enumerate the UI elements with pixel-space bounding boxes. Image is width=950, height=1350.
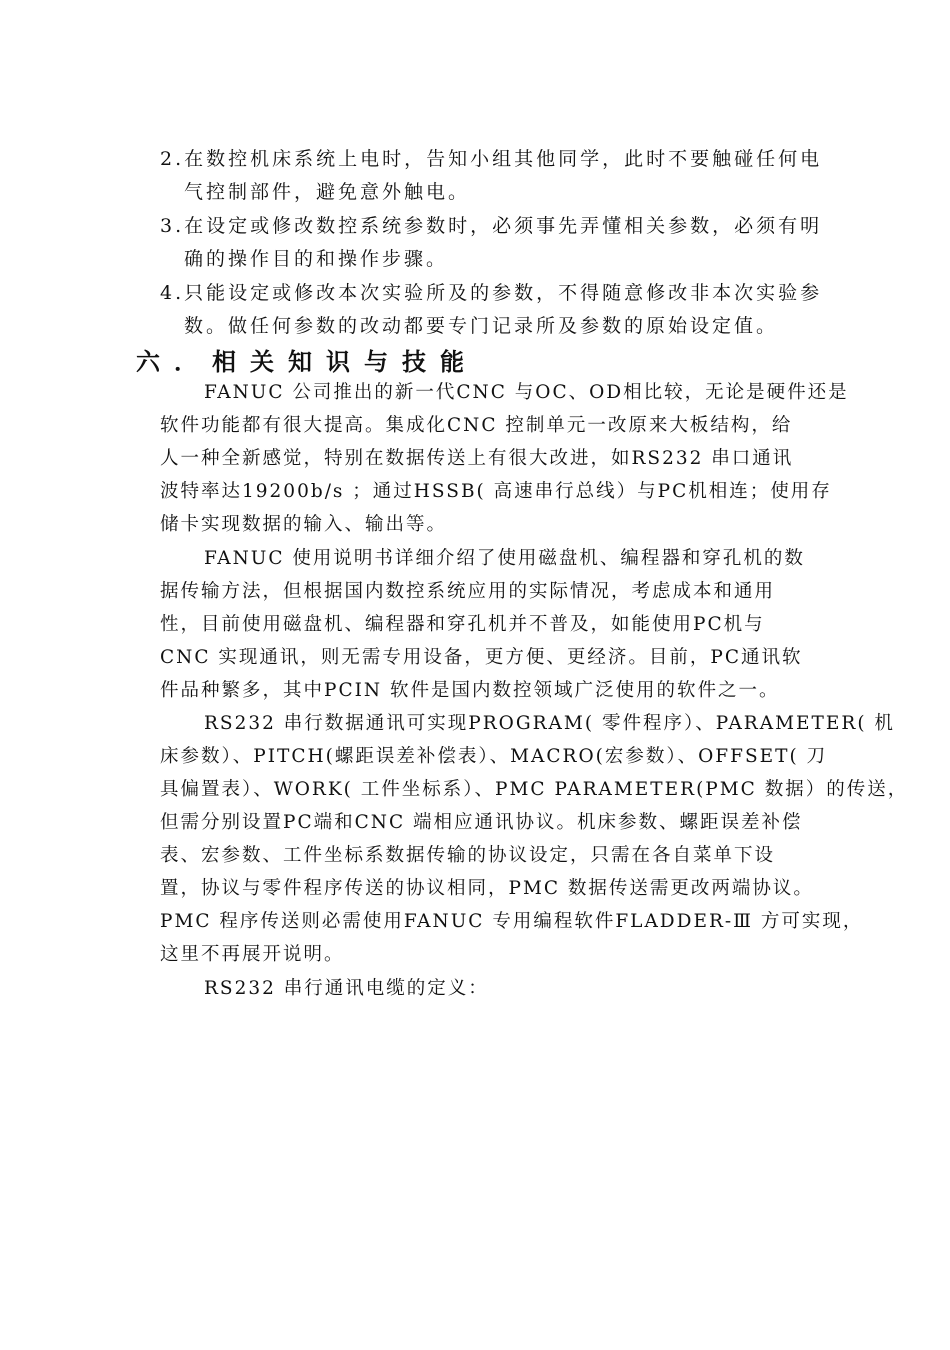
paragraph-line: RS232 串行通讯电缆的定义： (204, 978, 489, 999)
paragraph-line: PMC 程序传送则必需使用FANUC 专用编程软件FLADDER-Ⅲ 方可实现， (160, 911, 864, 932)
list-item-continuation: 数。做任何参数的改动都要专门记录所及参数的原始设定值。 (184, 315, 779, 337)
paragraph-line: FANUC 使用说明书详细介绍了使用磁盘机、编程器和穿孔机的数 (204, 548, 805, 569)
paragraph-fanuc-intro (160, 376, 860, 541)
paragraph-line: 床参数）、PITCH(螺距误差补偿表）、MACRO(宏参数）、OFFSET( 刀 (160, 746, 828, 767)
list-item-continuation: 气控制部件，避免意外触电。 (184, 181, 471, 203)
paragraph-line: 据传输方法，但根据国内数控系统应用的实际情况，考虑成本和通用 (160, 581, 776, 602)
paragraph-line: 具偏置表）、WORK( 工件坐标系）、PMC PARAMETER(PMC 数据）的传送， (160, 779, 909, 800)
paragraph-line: 软件功能都有很大提高。集成化CNC 控制单元一改原来大板结构，给 (160, 415, 793, 436)
list-item-3 (160, 210, 850, 276)
paragraph-line: 这里不再展开说明。 (160, 944, 345, 965)
paragraph-line: CNC 实现通讯，则无需专用设备，更方便、更经济。目前，PC通讯软 (160, 647, 803, 668)
list-item-2 (160, 143, 850, 209)
list-item-4 (160, 277, 850, 343)
list-item-text: 4.只能设定或修改本次实验所及的参数，不得随意修改非本次实验参 (160, 282, 823, 304)
list-item-text: 3.在设定或修改数控系统参数时，必须事先弄懂相关参数，必须有明 (160, 215, 823, 237)
paragraph-line: 人一种全新感觉，特别在数据传送上有很大改进，如RS232 串口通讯 (160, 448, 794, 469)
paragraph-line: 置，协议与零件程序传送的协议相同，PMC 数据传送需更改两端协议。 (160, 878, 814, 899)
paragraph-line: 但需分别设置PC端和CNC 端相应通讯协议。机床参数、螺距误差补偿 (160, 812, 803, 833)
paragraph-line: RS232 串行数据通讯可实现PROGRAM( 零件程序）、PARAMETER( 机 (204, 713, 895, 734)
paragraph-line: 表、宏参数、工件坐标系数据传输的协议设定，只需在各自菜单下设 (160, 845, 776, 866)
paragraph-data-transfer (160, 542, 860, 707)
paragraph-line: 性，目前使用磁盘机、编程器和穿孔机并不普及，如能使用PC机与 (160, 614, 765, 635)
paragraph-line: 波特率达19200b/s ；通过HSSB( 高速串行总线）与PC机相连；使用存 (160, 481, 832, 502)
paragraph-rs232-serial (160, 707, 909, 971)
paragraph-line: 储卡实现数据的输入、输出等。 (160, 514, 448, 535)
section-heading: 六．相关知识与技能 (136, 348, 478, 376)
paragraph-line: 件品种繁多，其中PCIN 软件是国内数控领域广泛使用的软件之一。 (160, 680, 780, 701)
list-item-text: 2.在数控机床系统上电时，告知小组其他同学，此时不要触碰任何电 (160, 148, 823, 170)
paragraph-line: FANUC 公司推出的新一代CNC 与OC、OD相比较，无论是硬件还是 (204, 382, 849, 403)
list-item-continuation: 确的操作目的和操作步骤。 (184, 248, 449, 270)
paragraph-cable-definition (160, 972, 860, 1005)
